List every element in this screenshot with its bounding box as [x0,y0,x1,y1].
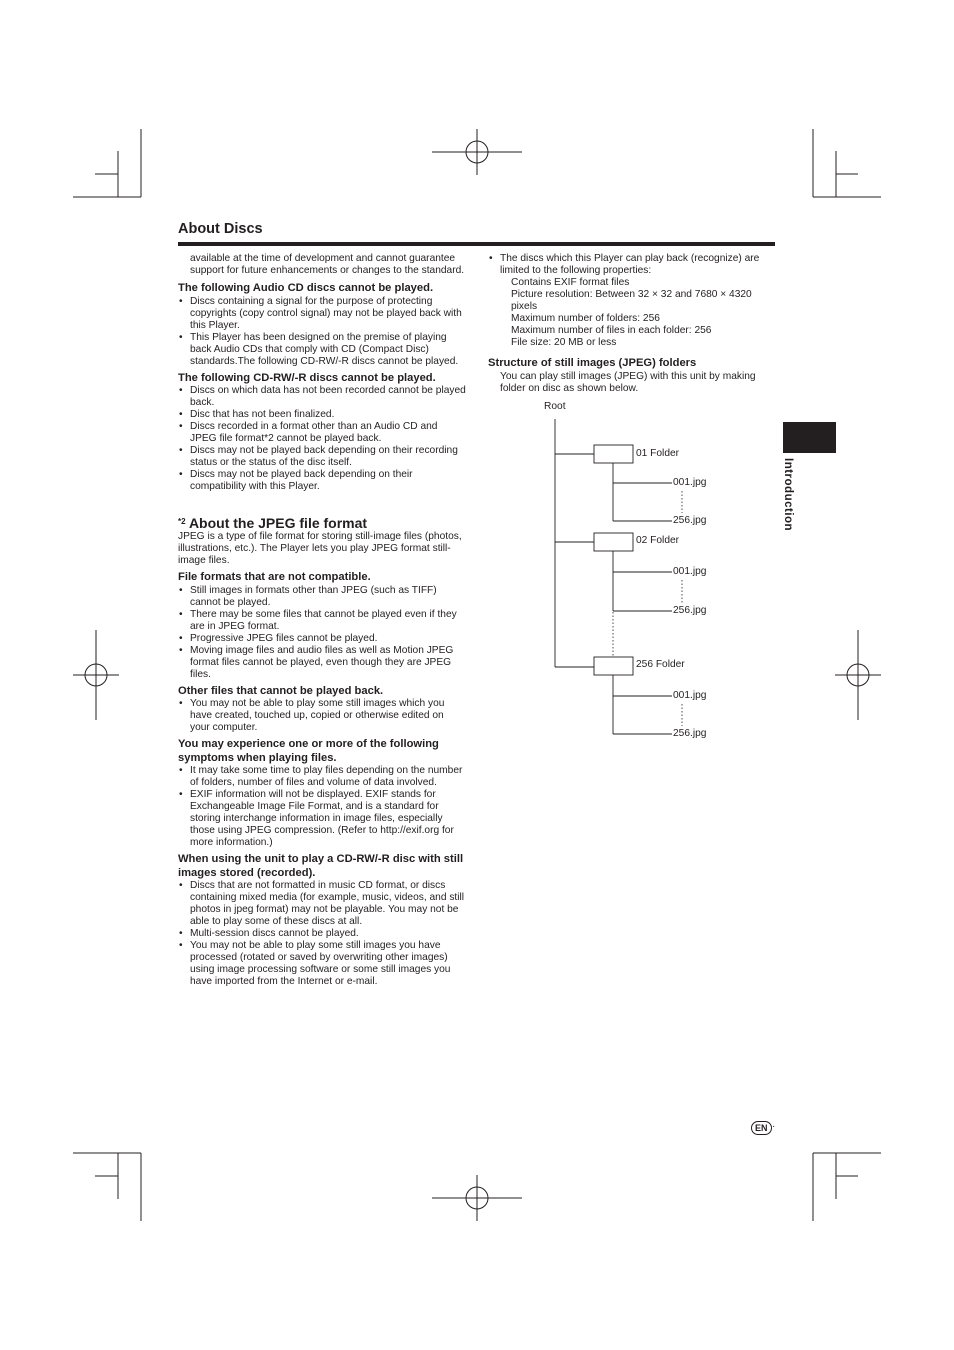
jpeg-intro: JPEG is a type of file format for storing still-image files (photos, illustrations, etc.). The Player lets you play JPEG format still-image files. [178,531,462,566]
cdrw-still-heading: When using the unit to play a CD-RW/-R disc with still images stored (recorded). [178,853,464,879]
audio-cd-heading: The following Audio CD discs cannot be played. [178,282,434,294]
list-item: • Discs that are not formatted in music CD format, or discs containing mixed media (for example, music, videos, and still photos in jpeg format) may not be playable. You may not be able to play some of these discs at all. [178,880,466,928]
language-badge: EN [751,1121,772,1135]
cdrw-heading: The following CD-RW/-R discs cannot be played. [178,371,436,384]
file-label: 001.jpg [673,690,707,701]
list-item: • You may not be able to play some still images you have processed (rotated or saved by overwriting other images) using image processing software or some still images you have imported from the Internet or e-mail. [178,940,466,988]
other-heading: Other files that cannot be played back. [178,684,384,697]
formats-heading: File formats that are not compatible. [178,571,371,583]
list-item: • Discs may not be played back depending on their recording status or the status of the disc itself. [178,445,466,469]
structure-text: You can play still images (JPEG) with this unit by making folder on disc as shown below. [500,370,756,394]
list-item: • Discs may not be played back depending on their compatibility with this Player. [178,469,466,493]
root-label: Root [544,401,566,412]
section-tab-label: Introduction [782,458,794,532]
prop-line: Contains EXIF format files [511,277,630,288]
footnote-marker: *2 [178,517,186,526]
section-title: About Discs [178,221,263,237]
list-item: • There may be some files that cannot be played even if they are in JPEG format. [178,609,466,633]
list-item: • You may not be able to play some still images which you have created, touched up, copied or otherwise edited on your computer. [178,698,466,734]
page-marker: · [772,1121,776,1132]
list-item: • Multi-session discs cannot be played. [178,928,466,940]
file-label: 256.jpg [673,728,707,739]
prop-line: Maximum number of files in each folder: 256 [511,325,712,336]
symptoms-heading: You may experience one or more of the following symptoms when playing files. [178,738,439,764]
list-item: • Progressive JPEG files cannot be played. [178,633,466,645]
file-label: 256.jpg [673,605,707,616]
list-item: • This Player has been designed on the premise of playing back Audio CDs that comply with CD (Compact Disc) standards.The following CD-RW/-R discs cannot be played. [178,332,466,368]
list-item: • It may take some time to play files depending on the number of folders, number of files and volume of data involved. [178,765,466,789]
structure-heading: Structure of still images (JPEG) folders [488,357,697,369]
list-item: • Moving image files and audio files as well as Motion JPEG format files cannot be played, even though they are JPEG files. [178,645,466,681]
file-label: 001.jpg [673,477,707,488]
list-item: • Discs on which data has not been recorded cannot be played back. [178,385,466,409]
list-item: • Disc that has not been finalized. [178,409,466,421]
list-item: • Discs recorded in a format other than an Audio CD and JPEG file format*2 cannot be played back. [178,421,466,445]
list-item: • Still images in formats other than JPEG (such as TIFF) cannot be played. [178,585,466,609]
folder-label: 01 Folder [636,448,680,459]
prop-line: File size: 20 MB or less [511,337,617,348]
file-label: 001.jpg [673,566,707,577]
prop-line: Picture resolution: Between 32 × 32 and 7680 × 4320 pixels [511,289,752,312]
list-item: • The discs which this Player can play back (recognize) are limited to the following properties: [488,253,766,277]
jpeg-heading: About the JPEG file format [188,515,368,531]
folder-label: 02 Folder [636,535,680,546]
folder-label: 256 Folder [636,659,685,670]
prop-line: Maximum number of folders: 256 [511,313,660,324]
list-item: • EXIF information will not be displayed. EXIF stands for Exchangeable Image File Format, and is a standard for storing interchange information in image files, especially those using JPEG compression. (Refer to http://exif.org for more information.) [178,789,466,849]
list-item: • Discs containing a signal for the purpose of protecting copyrights (copy control signal) may not be played back with this Player. [178,296,466,332]
file-label: 256.jpg [673,515,707,526]
intro-text: available at the time of development and cannot guarantee support for future enhancements or changes to the standard. [190,253,465,276]
